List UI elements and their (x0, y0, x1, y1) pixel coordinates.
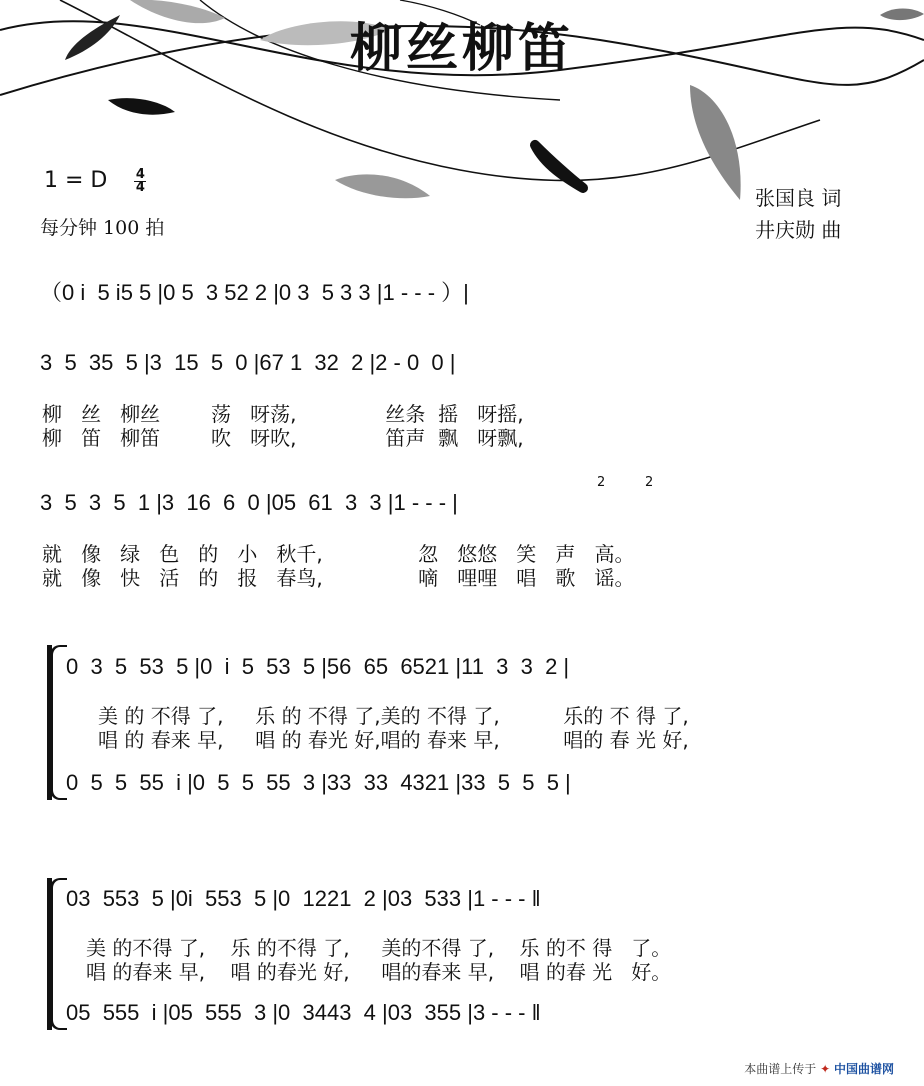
composer-credit: 井庆勋 曲 (755, 218, 842, 242)
chorus-2-lyrics-a: 美 的不得 了, 乐 的不得 了, 美的不得 了, 乐 的不 得 了。 (86, 936, 672, 960)
verse-line-2-notes: 3 5 3 5 1 |3 16 6 0 |05 61 3 3 |1 - - - | (40, 490, 458, 515)
chorus-2-lower-notes: 05 555 i |05 555 3 |0 3443 4 |03 355 |3 - - - ‖ (66, 1000, 541, 1025)
chorus-2-lyrics-b: 唱 的春来 早, 唱 的春光 好, 唱的春来 早, 唱 的春 光 好。 (86, 960, 672, 984)
song-title: 柳丝柳笛 (349, 19, 574, 79)
verse-line-2-lyrics-a: 就 像 绿 色 的 小 秋千, 忽 悠悠 笑 声 高。 (42, 542, 635, 566)
verse-line-1-notes: 3 5 35 5 |3 15 5 0 |67 1 32 2 |2 - 0 0 | (40, 350, 456, 375)
verse-line-1-lyrics-b: 柳 笛 柳笛 吹 呀吹, 笛声 飘 呀飘, (42, 426, 524, 450)
grace-note-2: 2 (645, 475, 654, 490)
key-label: 1 = D (44, 168, 108, 193)
key-signature (44, 168, 146, 194)
footer-prefix: 本曲谱上传于 (744, 1062, 817, 1076)
time-signature (134, 166, 146, 195)
site-name[interactable]: 中国曲谱网 (833, 1062, 894, 1076)
chorus-1-lyrics-b: 唱 的 春来 早, 唱 的 春光 好,唱的 春来 早, 唱的 春 光 好, (98, 728, 689, 752)
chorus-1-upper-notes: 0 3 5 53 5 |0 i 5 53 5 |56 65 6521 |11 3 3 2 | (66, 654, 570, 679)
tempo-marking: 每分钟 100 拍 (40, 217, 165, 239)
system-bracket-2 (50, 878, 67, 1030)
verse-line-2-lyrics-b: 就 像 快 活 的 报 春鸟, 嘀 哩哩 唱 歌 谣。 (42, 566, 635, 590)
time-signature-bottom: 4 (135, 179, 145, 195)
time-signature-top: 4 (135, 166, 145, 182)
intro-line: （0 i 5 i5 5 |0 5 3 52 2 |0 3 5 3 3 |1 - - - ）| (40, 280, 469, 305)
site-logo-mark: ✦ (820, 1062, 831, 1076)
grace-note: 2 (597, 475, 606, 490)
chorus-2-upper-notes: 03 553 5 |0i 553 5 |0 1221 2 |03 533 |1 - - - ‖ (66, 886, 541, 911)
verse-line-1-lyrics-a: 柳 丝 柳丝 荡 呀荡, 丝条 摇 呀摇, (42, 402, 524, 426)
system-bracket (50, 645, 67, 800)
chorus-1-lower-notes: 0 5 5 55 i |0 5 5 55 3 |33 33 4321 |33 5 5 5 | (66, 770, 571, 795)
chorus-1-lyrics-a: 美 的 不得 了, 乐 的 不得 了,美的 不得 了, 乐的 不 得 了, (98, 704, 689, 728)
footer-credit (744, 1060, 894, 1077)
lyricist-credit: 张国良 词 (755, 186, 842, 210)
